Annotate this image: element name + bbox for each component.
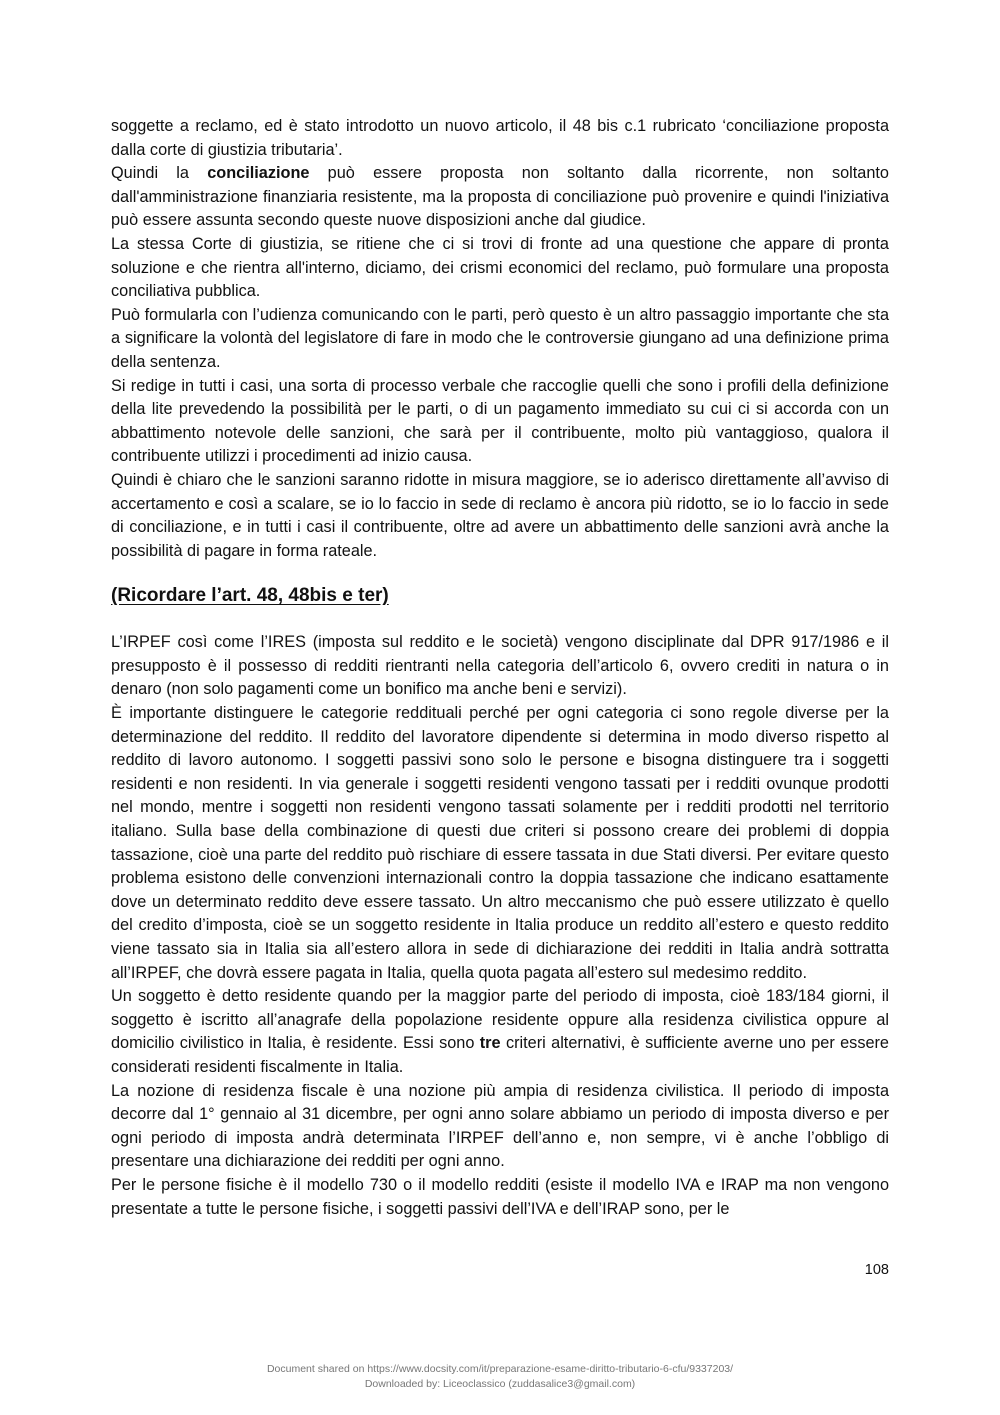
bold-term: tre bbox=[479, 1034, 501, 1053]
paragraph: Può formularla con l’udienza comunicando con le parti, però questo è un altro passaggio importante che sta a significare la volontà del legislatore di fare in modo che le controversie giungano ad una definizione prima della sentenza. bbox=[111, 305, 889, 371]
document-body bbox=[111, 115, 889, 1221]
footer-shared-link[interactable]: Document shared on https://www.docsity.com/it/preparazione-esame-diritto-tributario-6-cfu/9337203/ bbox=[266, 1363, 734, 1375]
page-number: 108 bbox=[864, 1262, 889, 1278]
paragraph: La stessa Corte di giustizia, se ritiene che ci si trovi di fronte ad una questione che appare di pronta soluzione e che rientra all'interno, diciamo, dei crismi economici del reclamo, può formulare una proposta conciliativa pubblica. bbox=[111, 234, 889, 301]
bold-term: conciliazione bbox=[207, 164, 310, 183]
paragraph: Si redige in tutti i casi, una sorta di processo verbale che raccoglie quelli che sono i profili della definizione della lite prevedendo la possibilità per le parti, o di un pagamento immediato su cui ci si accorda con un abbattimento notevole delle sanzioni, che sarà per il contribuente, molto più vantaggioso, qualora il contribuente utilizzi i procedimenti ad inizio causa. bbox=[111, 376, 889, 466]
paragraph-group-bottom bbox=[111, 631, 889, 1221]
section-heading: (Ricordare l’art. 48, 48bis e ter) bbox=[111, 585, 389, 607]
paragraph: L’IRPEF così come l’IRES (imposta sul reddito e le società) vengono disciplinate dal DPR 917/1986 e il presupposto è il possesso di redditi rientranti nella categoria dell’articolo 6, ovvero crediti in natura o in denaro (non solo pagamenti come un bonifico ma anche beni e servizi). bbox=[111, 633, 889, 699]
paragraph: Quindi è chiaro che le sanzioni saranno ridotte in misura maggiore, se io aderisco direttamente all’avviso di accertamento e così a scalare, se io lo faccio in sede di reclamo è ancora più ridotto, se io lo faccio in sede di conciliazione, e in tutti i casi il contribuente, oltre ad avere un abbattimento delle sanzioni avrà anche la possibilità di pagare in forma rateale. bbox=[111, 470, 889, 560]
paragraph: Un soggetto è detto residente quando per la maggior parte del periodo di imposta, cioè 183/184 giorni, il soggetto è iscritto all’anagrafe della popolazione residente oppure alla residenza civilistica oppure al domicilio civilistico in Italia, è residente. Essi sono tre criteri alternativi, è sufficiente averne uno per essere considerati residenti fiscalmente in Italia. bbox=[111, 987, 889, 1076]
paragraph: soggette a reclamo, ed è stato introdotto un nuovo articolo, il 48 bis c.1 rubricato ‘conciliazione proposta dalla corte di giustizia tributaria’. bbox=[111, 117, 889, 159]
paragraph: La nozione di residenza fiscale è una nozione più ampia di residenza civilistica. Il periodo di imposta decorre dal 1° gennaio al 31 dicembre, per ogni anno solare abbiamo un periodo di imposta diverso e per ogni periodo di imposta andrà determinata l’IRPEF dell’anno e, non sempre, vi è anche l’obbligo di presentare una dichiarazione dei redditi per ogni anno. bbox=[111, 1081, 889, 1171]
paragraph-group-top bbox=[111, 115, 889, 563]
footer-downloaded-by: Downloaded by: Liceoclassico (zuddasalice3@gmail.com) bbox=[364, 1378, 636, 1390]
paragraph: Quindi la conciliazione può essere proposta non soltanto dalla ricorrente, non soltanto dall'amministrazione finanziaria resistente, ma la proposta di conciliazione può provenire e quindi l'iniziativa può essere assunta secondo queste nuove disposizioni anche dal giudice. bbox=[111, 164, 889, 230]
paragraph: È importante distinguere le categorie reddituali perché per ogni categoria ci sono regole diverse per la determinazione del reddito. Il reddito del lavoratore dipendente si determina in modo diverso rispetto al reddito di lavoro autonomo. I soggetti passivi sono solo le persone e bisogna distinguere tra i soggetti residenti e non residenti. In via generale i soggetti residenti vengono tassati per i redditi ovunque prodotti nel mondo, mentre i soggetti non residenti vengono tassati solamente per i redditi prodotti nel territorio italiano. Sulla base della combinazione di questi due criteri si possono creare dei problemi di doppia tassazione, cioè una parte del reddito può rischiare di essere tassata in due Stati diversi. Per evitare questo problema esistono delle convenzioni internazionali contro la doppia tassazione che indicano esattamente dove un determinato reddito deve essere tassato. Un altro meccanismo che può essere utilizzato è quello del credito d’imposta, cioè se un soggetto residente in Italia produce un reddito all’estero e questo reddito viene tassato sia in Italia sia all’estero allora in sede di dichiarazione dei redditi in Italia andrà sottratta all’IRPEF, che dovrà essere pagata in Italia, quella quota pagata all’estero sul medesimo reddito. bbox=[111, 704, 889, 982]
paragraph: Per le persone fisiche è il modello 730 o il modello redditi (esiste il modello IVA e IRAP ma non vengono presentate a tutte le persone fisiche, i soggetti passivi dell’IVA e dell’IRAP sono, per le bbox=[111, 1175, 889, 1218]
